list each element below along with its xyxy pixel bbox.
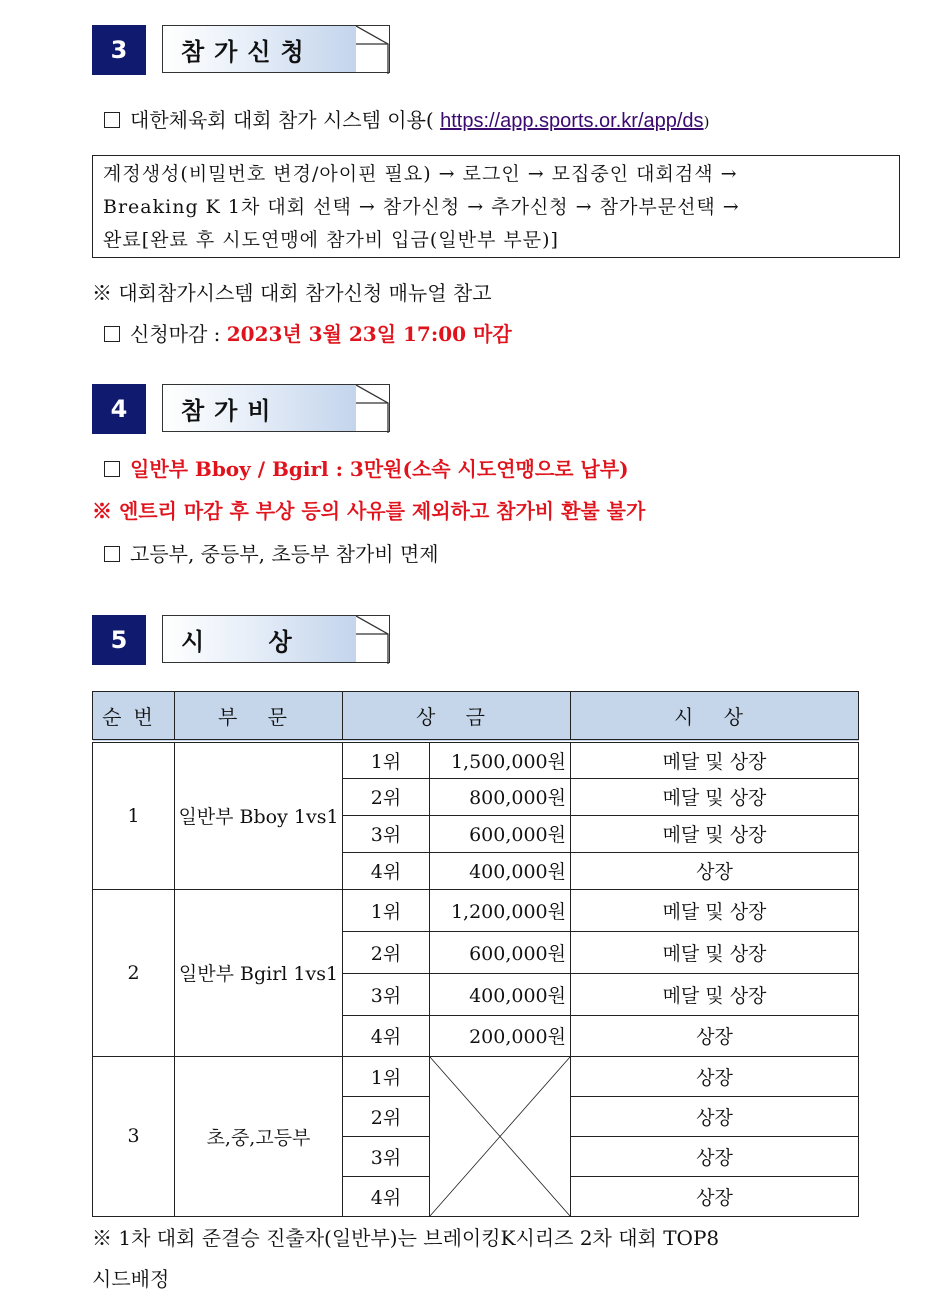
group-no: 3: [93, 1056, 175, 1216]
registration-flow-box: [92, 155, 900, 258]
award-cell: 메달 및 상장: [571, 815, 859, 852]
prize-cell: 400,000원: [430, 973, 571, 1015]
folder-tab-icon: [356, 384, 390, 432]
rank-cell: 4위: [343, 852, 430, 889]
header-no: 순번: [93, 692, 175, 742]
footnote-line: 시드배정: [92, 1267, 170, 1291]
rank-cell: 1위: [343, 1056, 430, 1096]
rank-cell: 1위: [343, 741, 430, 778]
section-number: 3: [92, 25, 146, 75]
section-number: 4: [92, 384, 146, 434]
deadline-value: 2023년 3월 23일 17:00 마감: [226, 322, 512, 346]
manual-note: ※ 대회참가시스템 대회 참가신청 매뉴얼 참고: [92, 281, 492, 305]
prize-cell: 1,200,000원: [430, 889, 571, 931]
deadline-line: [92, 318, 512, 347]
table-row: [93, 889, 859, 931]
system-link[interactable]: https://app.sports.or.kr/app/ds: [440, 110, 704, 132]
award-cell: 상장: [571, 1015, 859, 1056]
fee-general: 일반부 Bboy / Bgirl : 3만원(소속 시도연맹으로 납부): [130, 457, 629, 481]
prize-cell: 400,000원: [430, 852, 571, 889]
group-division: 일반부 Bgirl 1vs1: [175, 889, 343, 1056]
award-cell: 메달 및 상장: [571, 889, 859, 931]
award-cell: 메달 및 상장: [571, 778, 859, 815]
checkbox-icon: [104, 326, 120, 342]
group-no: 2: [93, 889, 175, 1056]
rank-cell: 3위: [343, 815, 430, 852]
award-cell: 상장: [571, 1136, 859, 1176]
section-title: 시 상: [162, 615, 388, 663]
prize-cell: 1,500,000원: [430, 741, 571, 778]
table-row: [93, 741, 859, 778]
header-division: 부 문: [175, 692, 343, 742]
award-cell: 상장: [571, 1056, 859, 1096]
rank-cell: 4위: [343, 1015, 430, 1056]
rank-cell: 2위: [343, 1096, 430, 1136]
rank-cell: 4위: [343, 1176, 430, 1216]
checkbox-icon: [104, 112, 120, 128]
section-number: 5: [92, 615, 146, 665]
section-title: 참가비: [162, 384, 388, 432]
award-cell: 메달 및 상장: [571, 973, 859, 1015]
header-award: 시 상: [571, 692, 859, 742]
flow-line: 완료[완료 후 시도연맹에 참가비 입금(일반부 부문)]: [103, 229, 559, 251]
award-cell: 상장: [571, 1096, 859, 1136]
section-title: 참가신청: [162, 25, 388, 73]
rank-cell: 2위: [343, 931, 430, 973]
award-cell: 메달 및 상장: [571, 741, 859, 778]
flow-line: 계정생성(비밀번호 변경/아이핀 필요) → 로그인 → 모집중인 대회검색 →: [103, 163, 738, 185]
header-prize: 상 금: [343, 692, 571, 742]
folder-tab-icon: [356, 25, 390, 73]
awards-table: [92, 691, 859, 1217]
system-close: ): [703, 113, 710, 131]
footnote-line: ※ 1차 대회 준결승 진출자(일반부)는 브레이킹K시리즈 2차 대회 TOP8: [92, 1226, 720, 1250]
cross-out-icon: [430, 1057, 570, 1216]
checkbox-icon: [104, 546, 120, 562]
prize-cell: 800,000원: [430, 778, 571, 815]
prize-cell: 600,000원: [430, 931, 571, 973]
system-line: [92, 104, 709, 133]
flow-line: Breaking K 1차 대회 선택 → 참가신청 → 추가신청 → 참가부문선택 →: [103, 196, 740, 218]
checkbox-icon: [104, 461, 120, 477]
fee-exempt: 고등부, 중등부, 초등부 참가비 면제: [130, 542, 439, 566]
award-cell: 상장: [571, 1176, 859, 1216]
table-header-row: [93, 692, 859, 742]
fee-general-line: [92, 453, 629, 482]
refund-note: ※ 엔트리 마감 후 부상 등의 사유를 제외하고 참가비 환불 불가: [92, 499, 646, 523]
group-no: 1: [93, 741, 175, 889]
group-division: 초,중,고등부: [175, 1056, 343, 1216]
group-division: 일반부 Bboy 1vs1: [175, 741, 343, 889]
table-row: [93, 1056, 859, 1096]
prize-cell: 600,000원: [430, 815, 571, 852]
rank-cell: 3위: [343, 973, 430, 1015]
deadline-label: 신청마감 :: [130, 322, 227, 346]
award-cell: 상장: [571, 852, 859, 889]
prize-cell: 200,000원: [430, 1015, 571, 1056]
rank-cell: 1위: [343, 889, 430, 931]
fee-exempt-line: [92, 538, 439, 567]
rank-cell: 3위: [343, 1136, 430, 1176]
folder-tab-icon: [356, 615, 390, 663]
award-cell: 메달 및 상장: [571, 931, 859, 973]
system-text: 대한체육회 대회 참가 시스템 이용(: [130, 108, 434, 132]
no-prize-cell: [430, 1056, 571, 1216]
rank-cell: 2위: [343, 778, 430, 815]
